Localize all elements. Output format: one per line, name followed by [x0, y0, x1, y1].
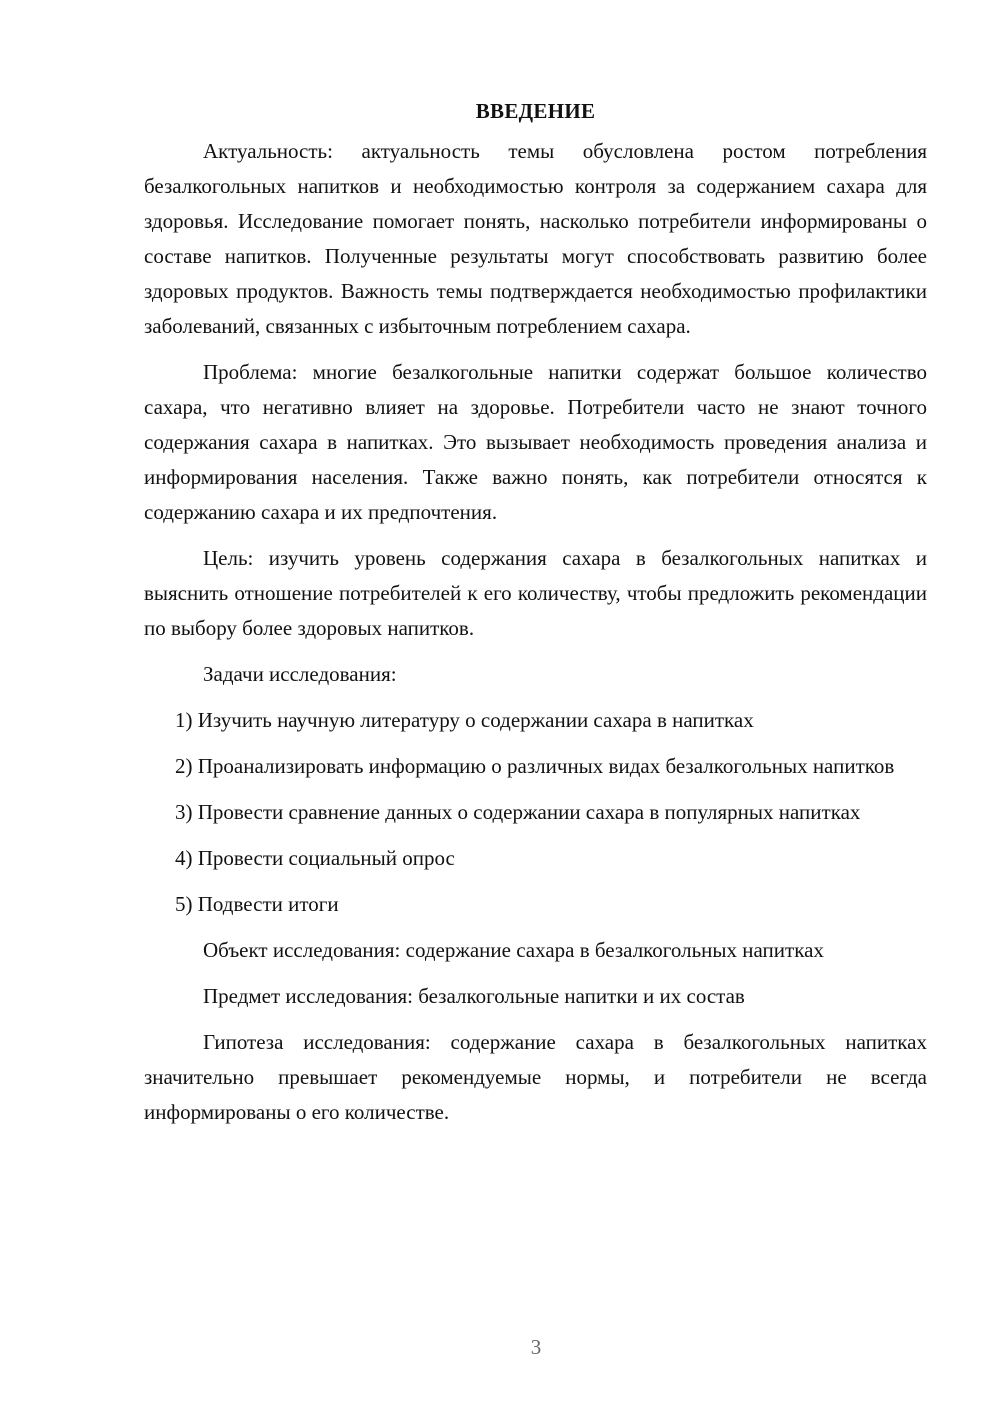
- task-item: 3) Провести сравнение данных о содержании сахара в популярных напитках: [175, 800, 861, 824]
- relevance-paragraph: Актуальность: актуальность темы обусловлена ростом потребления безалкогольных напитков и необходимостью контроля за содержанием сахара для здоровья. Исследование помогает понять, насколько потребители информированы о составе напитков. Полученные результаты могут способствовать развитию более здоровых продуктов. Важность темы подтверждается необходимостью профилактики заболеваний, связанных с избыточным потреблением сахара.: [144, 139, 927, 338]
- task-item: 2) Проанализировать информацию о различных видах безалкогольных напитков: [175, 754, 895, 778]
- page-number: 3: [530, 1335, 542, 1359]
- task-item: 4) Провести социальный опрос: [175, 846, 455, 870]
- subject-paragraph: Предмет исследования: безалкогольные напитки и их состав: [203, 984, 745, 1008]
- tasks-heading: Задачи исследования:: [203, 662, 397, 686]
- goal-paragraph: Цель: изучить уровень содержания сахара в безалкогольных напитках и выяснить отношение потребителей к его количеству, чтобы предложить рекомендации по выбору более здоровых напитков.: [144, 546, 927, 640]
- task-item: 5) Подвести итоги: [175, 892, 339, 916]
- object-paragraph: Объект исследования: содержание сахара в безалкогольных напитках: [203, 938, 824, 962]
- hypothesis-paragraph: Гипотеза исследования: содержание сахара в безалкогольных напитках значительно превышает рекомендуемые нормы, и потребители не всегда информированы о его количестве.: [144, 1030, 927, 1124]
- page-content: [144, 96, 927, 1141]
- page-title: ВВЕДЕНИЕ: [475, 99, 596, 123]
- problem-paragraph: Проблема: многие безалкогольные напитки содержат большое количество сахара, что негативно влияет на здоровье. Потребители часто не знают точного содержания сахара в напитках. Это вызывает необходимость проведения анализа и информирования населения. Также важно понять, как потребители относятся к содержанию сахара и их предпочтения.: [144, 360, 927, 524]
- task-item: 1) Изучить научную литературу о содержании сахара в напитках: [175, 708, 754, 732]
